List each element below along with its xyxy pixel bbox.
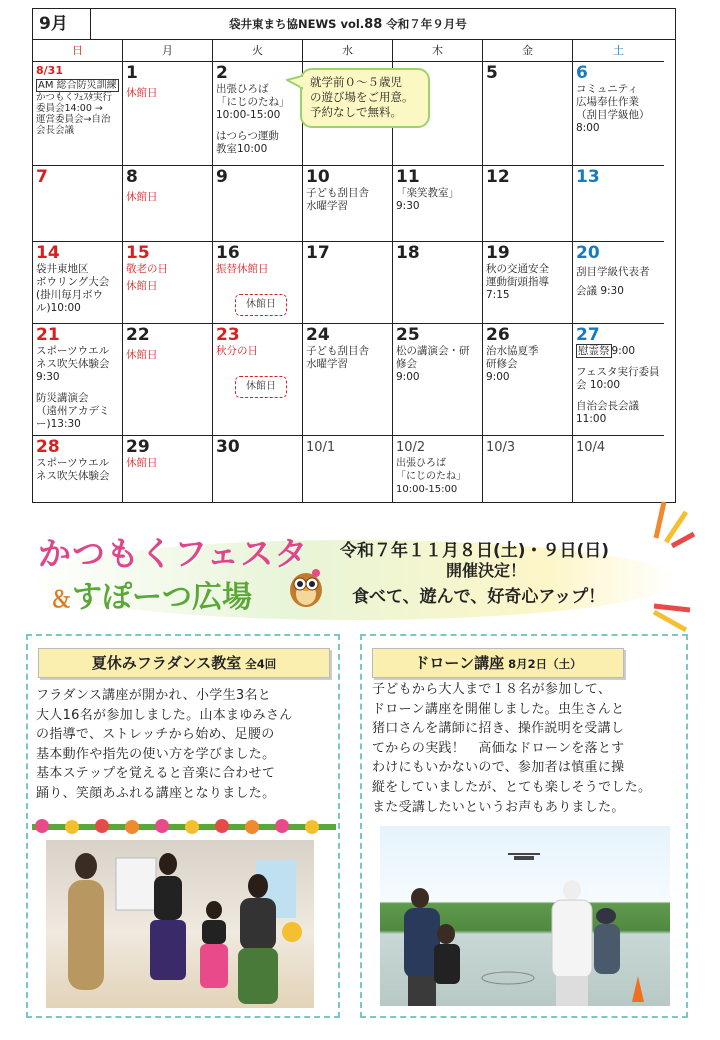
closed-label: 休館日 [126, 349, 158, 361]
holiday-label: 敬老の日 [126, 263, 168, 275]
day-cell [213, 324, 303, 436]
flower-garland-icon [32, 814, 336, 840]
body-line: 猪口さんを講師に招き、操作説明を受講し [372, 721, 625, 737]
event-time: 9:00 [611, 345, 636, 357]
day-number: 14 [36, 243, 60, 263]
callout-pointer [286, 74, 304, 92]
article-drone [360, 634, 688, 1018]
day-cell [573, 62, 664, 166]
day-number: 22 [126, 325, 150, 345]
event-text: 委員会14:00 → [36, 103, 103, 114]
event-text: 子ども刮目舎 [306, 187, 369, 199]
event-text [576, 345, 661, 358]
article-subtitle: 全4回 [245, 657, 277, 671]
day-number: 16 [216, 243, 240, 263]
event-text: 防災講演会 [36, 392, 89, 404]
event-text: 会議 9:30 [576, 285, 624, 297]
event-boxed: 慰霊祭 [578, 345, 610, 357]
closed-label: 休館日 [126, 280, 158, 292]
event-text: ボウリング大会 [36, 276, 110, 288]
weekday-sun: 日 [33, 40, 123, 62]
event-text: （刮目学級他） [576, 109, 650, 121]
closed-callout: 休館日 [235, 376, 287, 398]
festa-subname [50, 572, 252, 616]
article-title-text: ドローン講座 [414, 654, 505, 672]
weekday-sat: 土 [573, 40, 664, 62]
festa-date: 令和７年１１月８日(土)・９日(日) [340, 541, 610, 561]
day-number: 6 [576, 63, 588, 83]
body-line: 縦をしていましたが、とても楽しそうでした。 [372, 779, 652, 795]
day-cell [303, 324, 393, 436]
event-text: 9:30 [36, 371, 60, 383]
playground-callout [300, 68, 430, 128]
event-text: スポーツウエル [36, 345, 110, 357]
day-number: 18 [396, 243, 420, 263]
day-cell [393, 436, 483, 502]
day-number: 20 [576, 243, 600, 263]
weekday-row [33, 40, 675, 62]
day-number: 30 [216, 437, 240, 457]
weekday-tue: 火 [213, 40, 303, 62]
body-line: の指導で、ストレッチから始め、足腰の [36, 727, 275, 743]
day-cell [33, 436, 123, 502]
ampersand: ＆ [50, 588, 73, 613]
festa-name: かつもくフェスタ [38, 534, 309, 573]
body-line: 子どもから大人まで１８名が参加して、 [372, 682, 612, 697]
body-line: わけにもいかないので、参加者は慎重に操 [372, 760, 625, 776]
day-cell [123, 166, 213, 242]
event-text: 会長会議 [36, 125, 75, 136]
event-text: 秋の交通安全 [486, 263, 549, 275]
day-cell [33, 324, 123, 436]
calendar-header [33, 9, 675, 40]
event-text: 治水協夏季 [486, 345, 539, 357]
event-text: 10:00-15:00 [396, 484, 458, 495]
callout-line: の遊び場をご用意。 [310, 90, 414, 104]
day-cell [123, 436, 213, 502]
article-title [372, 648, 624, 678]
weekday-mon: 月 [123, 40, 213, 62]
day-cell [123, 242, 213, 324]
day-number: 8 [126, 167, 138, 187]
event-text: 修会 [396, 358, 417, 370]
day-number: 2 [216, 63, 228, 83]
day-cell [303, 436, 393, 502]
day-cell [33, 62, 123, 166]
body-line: 大人16名が参加しました。山本まゆみさん [36, 707, 293, 723]
event-text: 11:00 [576, 413, 607, 425]
event-text: 広場奉仕作業 [576, 96, 639, 108]
event-text: 7:15 [486, 289, 510, 301]
event-text: 教室10:00 [216, 143, 268, 155]
day-number: 25 [396, 325, 420, 345]
day-number: 26 [486, 325, 510, 345]
event-text: 9:00 [486, 371, 510, 383]
day-cell [573, 242, 664, 324]
day-number: 13 [576, 167, 600, 187]
article-hula [26, 634, 340, 1018]
event-text: かつもくﾌｪｽﾀ実行 [36, 92, 113, 103]
day-number: 10/4 [576, 440, 606, 455]
article-title [38, 648, 330, 678]
event-text: 研修会 [486, 358, 518, 370]
day-cell [483, 242, 573, 324]
event-text: 「にじのたね」 [396, 471, 466, 482]
article-title-text: 夏休みフラダンス教室 [91, 654, 242, 672]
event-text: 水曜学習 [306, 200, 348, 212]
event-text: ル)10:00 [36, 302, 81, 314]
event-text: 「にじのたね」 [216, 96, 290, 108]
body-line: 踊り、笑顔あふれる講座となりました。 [36, 785, 276, 801]
week-row [33, 166, 675, 242]
event-text: スポーツウエル [36, 457, 110, 469]
event-text: 松の講演会・研 [396, 345, 470, 357]
event-text: 自治会長会議 [576, 400, 639, 412]
event-text: はつらつ運動 [216, 130, 279, 142]
day-number: 9 [216, 167, 228, 187]
day-number: 24 [306, 325, 330, 345]
day-cell [483, 324, 573, 436]
event-text: 出張ひろば [216, 83, 269, 95]
festa-slogan: 食べて、遊んで、好奇心アップ！ [352, 587, 606, 607]
event-text: ネス吹矢体験会 [36, 358, 110, 370]
newsletter-title [229, 9, 467, 40]
day-number: 23 [216, 325, 240, 345]
event-text: 「楽笑教室」 [396, 187, 459, 199]
day-number: 12 [486, 167, 510, 187]
day-number: 1 [126, 63, 138, 83]
event-text: コミュニティ [576, 83, 638, 95]
festa-decided: 開催決定！ [446, 561, 527, 580]
drone-class-photo [380, 826, 670, 1006]
day-cell [573, 324, 664, 436]
day-cell [213, 436, 303, 502]
article-subtitle: 8月2日（土） [508, 657, 582, 671]
article-body [36, 686, 336, 804]
title-vol: 88 [364, 17, 383, 32]
day-cell [303, 242, 393, 324]
day-cell [33, 242, 123, 324]
day-number: 28 [36, 437, 60, 457]
day-number: 15 [126, 243, 150, 263]
callout-line: 予約なしで無料。 [310, 105, 402, 119]
closed-label: 休館日 [126, 191, 158, 203]
event-text: 9:00 [396, 371, 420, 383]
event-text: 会 10:00 [576, 379, 621, 391]
body-line: 基本動作や指先の使い方を学びました。 [36, 746, 276, 762]
day-cell [123, 62, 213, 166]
body-line: また受講したいというお声もありました。 [372, 799, 625, 815]
day-number: 17 [306, 243, 330, 263]
weekday-wed: 水 [303, 40, 393, 62]
holiday-label: 振替休館日 [216, 263, 269, 275]
day-number: 5 [486, 63, 498, 83]
drone-scene-illustration [380, 826, 670, 1006]
day-number: 8/31 [36, 64, 63, 77]
day-number: 10/1 [306, 440, 336, 455]
burst-lines-icon [646, 488, 696, 548]
title-pre: 袋井東まち協NEWS vol. [229, 17, 365, 31]
day-cell [483, 436, 573, 502]
event-text: （遠州アカデミ [36, 405, 110, 417]
day-cell [483, 62, 573, 166]
day-cell [573, 166, 664, 242]
event-text: 水曜学習 [306, 358, 348, 370]
week-row [33, 242, 675, 324]
event-text: 10:00-15:00 [216, 109, 281, 121]
day-number: 7 [36, 167, 48, 187]
body-line: フラダンス講座が開かれ、小学生3名と [36, 688, 272, 703]
sports-plaza: すぽーつ広場 [72, 580, 253, 615]
day-number: 29 [126, 437, 150, 457]
event-text: 子ども刮目舎 [306, 345, 369, 357]
event-text: 刮目学級代表者 [576, 266, 650, 278]
body-line: てからの実践！ 高価なドローンを落とす [372, 740, 625, 756]
day-number: 10/3 [486, 440, 516, 455]
week-row [33, 436, 675, 502]
day-cell [213, 242, 303, 324]
event-text: 9:30 [396, 200, 420, 212]
event-text: 運動街頭指導 [486, 276, 549, 288]
dancers-illustration [46, 840, 314, 1008]
day-cell [213, 166, 303, 242]
hula-class-photo [46, 840, 314, 1008]
event-text [36, 80, 119, 92]
day-cell [393, 166, 483, 242]
day-number: 10 [306, 167, 330, 187]
event-text: 出張ひろば [396, 458, 446, 469]
day-cell [33, 166, 123, 242]
body-line: ドローン講座を開催しました。虫生さんと [372, 701, 625, 717]
closed-label: 休館日 [126, 457, 158, 469]
day-number: 10/2 [396, 440, 426, 455]
event-text: 袋井東地区 [36, 263, 89, 275]
day-cell [393, 324, 483, 436]
event-boxed: AM 総合防災訓練 [38, 80, 117, 91]
day-number: 19 [486, 243, 510, 263]
weekday-fri: 金 [483, 40, 573, 62]
holiday-label: 秋分の日 [216, 345, 258, 357]
title-post: 令和７年９月号 [382, 17, 467, 31]
event-text: フェスタ実行委員 [576, 366, 660, 378]
owl-mascot-icon [286, 564, 326, 608]
weekday-thu: 木 [393, 40, 483, 62]
event-text: ー)13:30 [36, 418, 81, 430]
body-line: 基本ステップを覚えると音楽に合わせて [36, 766, 276, 782]
week-row [33, 324, 675, 436]
calendar-month: 9月 [33, 9, 91, 39]
closed-callout: 休館日 [235, 294, 287, 316]
festa-banner [28, 510, 698, 622]
article-body [372, 680, 686, 817]
event-text: 8:00 [576, 122, 600, 134]
day-cell [483, 166, 573, 242]
closed-label: 休館日 [126, 87, 158, 99]
event-text: ネス吹矢体験会 [36, 470, 110, 482]
day-cell [393, 242, 483, 324]
day-cell [123, 324, 213, 436]
callout-line: 就学前０～５歳児 [310, 75, 402, 89]
day-number: 27 [576, 325, 600, 345]
day-number: 21 [36, 325, 60, 345]
event-text: (掛川毎月ボウ [36, 289, 104, 301]
event-text: 運営委員会→自治 [36, 114, 111, 125]
day-number: 11 [396, 167, 420, 187]
day-cell [303, 166, 393, 242]
